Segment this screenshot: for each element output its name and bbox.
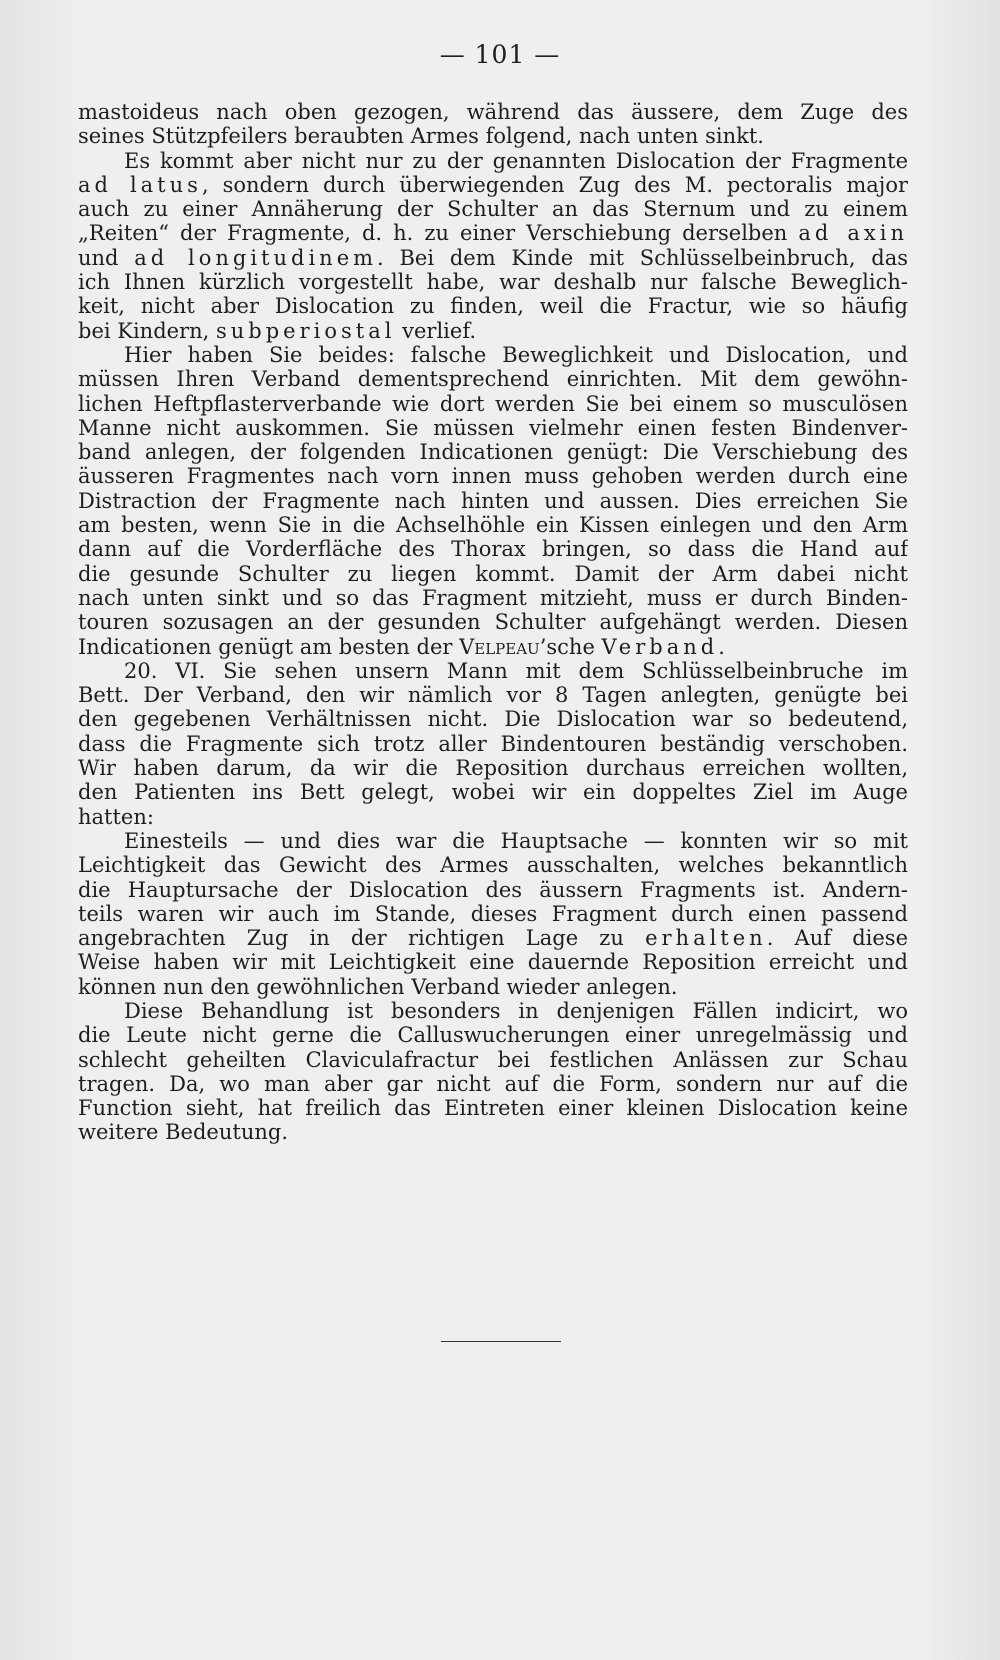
text-line: mastoideus nach oben gezogen, während das äussere, dem Zuge des: [78, 100, 908, 124]
emphasis-text: erhalten: [645, 926, 767, 951]
text-line: auch zu einer Annäherung der Schulter an das Sternum und zu einem: [78, 197, 908, 222]
text-line: keit, nicht aber Dislocation zu finden, weil die Fractur, wie so häufig: [78, 294, 908, 319]
text-line: äusseren Fragmentes nach vorn innen muss gehoben werden durch eine: [78, 464, 908, 489]
text-line: Einesteils — und dies war die Hauptsache — konnten wir so mit: [124, 828, 908, 853]
text-line: die Leute nicht gerne die Calluswucherungen einer unregelmässig und: [78, 1023, 908, 1048]
text-line: Manne nicht auskommen. Sie müssen vielmehr einen festen Bindenver-: [78, 415, 908, 440]
text-line: die Hauptursache der Dislocation des äussern Fragments ist. Andern-: [78, 877, 908, 902]
text-line: Es kommt aber nicht nur zu der genannten Dislocation der Fragmente: [124, 148, 908, 173]
text-line: müssen Ihren Verband dementsprechend einrichten. Mit dem gewöhn-: [78, 367, 908, 392]
emphasis-text: ad latus: [78, 172, 202, 197]
text-line: Diese Behandlung ist besonders in denjenigen Fällen indicirt, wo: [124, 998, 908, 1023]
text-line: schlecht geheilten Claviculafractur bei festlichen Anlässen zur Schau: [78, 1047, 908, 1072]
text-line: 20. VI. Sie sehen unsern Mann mit dem Schlüsselbeinbruche im: [124, 658, 908, 683]
text-line: Distraction der Fragmente nach hinten und aussen. Dies erreichen Sie: [78, 488, 908, 513]
text-line: ad latus, sondern durch überwiegenden Zug des M. pectoralis major: [78, 172, 908, 197]
text-line: Wir haben darum, da wir die Reposition durchaus erreichen wollten,: [78, 756, 908, 781]
text-line: angebrachten Zug in der richtigen Lage zu erhalten. Auf diese: [78, 926, 908, 951]
text-line: Bett. Der Verband, den wir nämlich vor 8 Tagen anlegten, genügte bei: [78, 683, 908, 708]
page-number-header: — 101 —: [439, 40, 561, 69]
text-line: können nun den gewöhnlichen Verband wieder anlegen.: [78, 974, 678, 999]
text-line: Weise haben wir mit Leichtigkeit eine dauernde Reposition erreicht und: [78, 950, 908, 975]
body-text: [78, 100, 908, 1145]
text-line: „Reiten“ der Fragmente, d. h. zu einer Verschiebung derselben ad axin: [78, 221, 908, 246]
text-line: den Patienten ins Bett gelegt, wobei wir ein doppeltes Ziel im Auge: [78, 780, 908, 805]
text-line: band anlegen, der folgenden Indicationen genügt: Die Verschiebung des: [78, 440, 908, 465]
text-line: lichen Heftpflasterverbande wie dort werden Sie bei einem so musculösen: [78, 391, 908, 416]
text-line: dass die Fragmente sich trotz aller Bindentouren beständig verschoben.: [78, 731, 908, 756]
section-end-rule: [441, 1341, 561, 1342]
text-line: nach unten sinkt und so das Fragment mitzieht, muss er durch Binden-: [78, 585, 908, 610]
emphasis-text: subperiostal: [215, 318, 396, 343]
text-line: tragen. Da, wo man aber gar nicht auf die Form, sondern nur auf die: [78, 1071, 908, 1096]
text-line: teils waren wir auch im Stande, dieses Fragment durch einen passend: [78, 901, 908, 926]
text-line: dann auf die Vorderfläche des Thorax bringen, so dass die Hand auf: [78, 537, 908, 562]
text-line: hatten:: [78, 804, 154, 829]
emphasis-text: ad axin: [798, 221, 908, 246]
author-name: Velpeau: [459, 634, 540, 659]
text-line: und ad longitudinem. Bei dem Kinde mit Schlüsselbeinbruch, das: [78, 245, 908, 270]
emphasis-text: Verband: [601, 634, 719, 659]
emphasis-text: ad longitudinem: [134, 245, 378, 270]
text-line: bei Kindern, subperiostal verlief.: [78, 318, 477, 343]
text-line: Indicationen genügt am besten der Velpeau’sche Verband.: [78, 634, 725, 659]
text-line: Leichtigkeit das Gewicht des Armes ausschalten, welches bekanntlich: [78, 853, 908, 878]
text-line: weitere Bedeutung.: [78, 1120, 288, 1145]
text-line: Hier haben Sie beides: falsche Beweglichkeit und Dislocation, und: [124, 342, 908, 367]
text-line: Function sieht, hat freilich das Eintreten einer kleinen Dislocation keine: [78, 1096, 908, 1121]
text-line: seines Stützpfeilers beraubten Armes folgend, nach unten sinkt.: [78, 124, 764, 149]
text-line: ich Ihnen kürzlich vorgestellt habe, war deshalb nur falsche Beweglich-: [78, 270, 908, 295]
text-line: den gegebenen Verhältnissen nicht. Die Dislocation war so bedeutend,: [78, 707, 908, 732]
text-line: die gesunde Schulter zu liegen kommt. Damit der Arm dabei nicht: [78, 561, 908, 586]
text-line: touren sozusagen an der gesunden Schulter aufgehängt werden. Diesen: [78, 610, 908, 635]
text-line: am besten, wenn Sie in die Achselhöhle ein Kissen einlegen und den Arm: [78, 513, 908, 538]
